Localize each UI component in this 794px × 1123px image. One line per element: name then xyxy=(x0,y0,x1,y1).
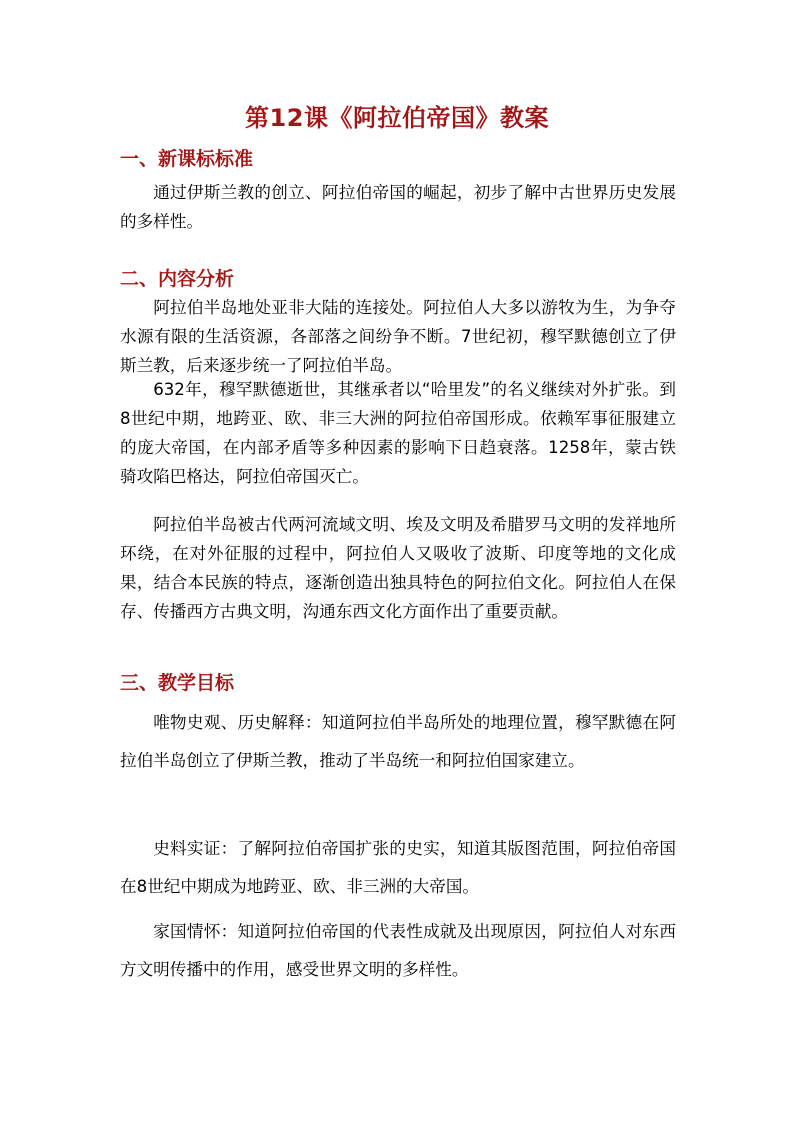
section-heading-content-analysis: 二、内容分析 xyxy=(120,268,235,290)
paragraph: 家国情怀：知道阿拉伯帝国的代表性成就及出现原因，阿拉伯人对东西方文明传播中的作用，感受世界文明的多样性。 xyxy=(120,922,676,979)
paragraph: 唯物史观、历史解释：知道阿拉伯半岛所处的地理位置，穆罕默德在阿拉伯半岛创立了伊斯兰教，推动了半岛统一和阿拉伯国家建立。 xyxy=(120,713,676,770)
paragraph: 通过伊斯兰教的创立、阿拉伯帝国的崛起，初步了解中古世界历史发展的多样性。 xyxy=(120,183,676,231)
paragraph: 史料实证：了解阿拉伯帝国扩张的史实，知道其版图范围，阿拉伯帝国在8世纪中期成为地跨亚、欧、非三洲的大帝国。 xyxy=(120,839,676,896)
paragraph: 阿拉伯半岛被古代两河流域文明、埃及文明及希腊罗马文明的发祥地所环绕，在对外征服的过程中，阿拉伯人又吸收了波斯、印度等地的文化成果，结合本民族的特点，逐渐创造出独具特色的阿拉伯文化。阿拉伯人在保存、传播西方古典文明，沟通东西文化方面作出了重要贡献。 xyxy=(120,515,676,621)
section-heading-curriculum-standard: 一、新课标标准 xyxy=(120,148,254,170)
paragraph: 阿拉伯半岛地处亚非大陆的连接处。阿拉伯人大多以游牧为生，为争夺水源有限的生活资源，各部落之间纷争不断。7世纪初，穆罕默德创立了伊斯兰教，后来逐步统一了阿拉伯半岛。 xyxy=(120,298,676,375)
paragraph: 632年，穆罕默德逝世，其继承者以“哈里发”的名义继续对外扩张。到8世纪中期，地跨亚、欧、非三大洲的阿拉伯帝国形成。依赖军事征服建立的庞大帝国，在内部矛盾等多种因素的影响下日趋衰落。1258年，蒙古铁骑攻陷巴格达，阿拉伯帝国灭亡。 xyxy=(120,380,676,486)
document-title: 第12课《阿拉伯帝国》教案 xyxy=(245,104,549,132)
section-heading-teaching-goals: 三、教学目标 xyxy=(120,672,235,694)
